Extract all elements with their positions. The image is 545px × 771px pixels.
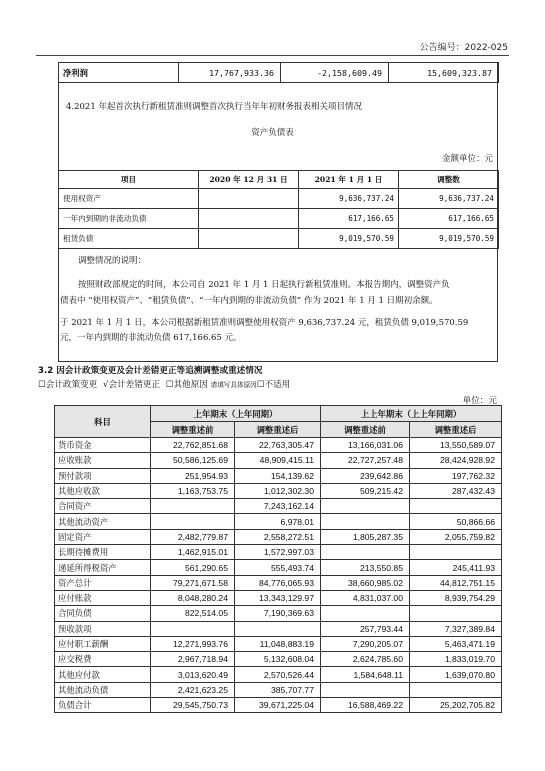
row-value: 25,202,705.82 [410, 698, 502, 713]
row-value: 9,019,570.59 [399, 229, 499, 249]
section32-title: 3.2 因会计政策变更及会计差错更正等追溯调整或重述情况 [38, 366, 263, 376]
row-subject: 合同负债 [55, 606, 151, 621]
unit-label: 单位：元 [462, 396, 497, 406]
row-item: 使用权资产 [59, 189, 199, 209]
row-value [151, 621, 235, 636]
row-subject: 合同资产 [55, 499, 151, 514]
row-value [410, 499, 502, 514]
row-value: 50,866.66 [410, 514, 502, 529]
row-value: 2,055,759.82 [410, 529, 502, 544]
row-value: 2,624,785.60 [321, 652, 410, 667]
table-row [55, 468, 502, 483]
row-value: 13,166,031.06 [321, 438, 410, 453]
row-subject: 应付账款 [55, 590, 151, 605]
row-value: 6,978.01 [235, 514, 321, 529]
option-policy-change[interactable]: ☐会计政策变更 [38, 380, 98, 390]
row-value: 12,271,993.76 [151, 636, 235, 651]
col-2020: 2020 年 12 月 31 日 [199, 171, 299, 189]
row-value: 1,572,997.03 [235, 545, 321, 560]
table-row [55, 698, 502, 713]
row-value: 555,493.74 [235, 560, 321, 575]
row-value: 385,707.77 [235, 682, 321, 697]
reason-options [38, 378, 290, 390]
row-value: 2,421,623.25 [151, 682, 235, 697]
row-item: 租赁负债 [59, 229, 199, 249]
row-value: 257,793.44 [321, 621, 410, 636]
section4-title: 4.2021 年起首次执行新租赁准则调整首次执行当年年初财务报表相关项目情况 [66, 102, 362, 112]
row-value: 7,290,205.07 [321, 636, 410, 651]
col-after: 调整重述后 [235, 422, 321, 438]
table-row [59, 229, 499, 249]
row-value: 2,967,718.94 [151, 652, 235, 667]
row-value: 13,343,129.97 [235, 590, 321, 605]
row-value: 617,166.65 [299, 209, 399, 229]
col-adjust: 调整数 [399, 171, 499, 189]
row-subject: 长期待摊费用 [55, 545, 151, 560]
col-item: 项目 [59, 171, 199, 189]
table-row [55, 621, 502, 636]
table-row [55, 514, 502, 529]
row-subject: 其他应收款 [55, 483, 151, 498]
row-value: 1,639,070.80 [410, 667, 502, 682]
row-value: 561,290.65 [151, 560, 235, 575]
row-subject: 递延所得税资产 [55, 560, 151, 575]
row-value: 84,776,065.93 [235, 575, 321, 590]
table-header-row [55, 406, 502, 422]
table-row [55, 545, 502, 560]
table-row [55, 682, 502, 697]
row-subject: 负债合计 [55, 698, 151, 713]
row-value: 1,833,019.70 [410, 652, 502, 667]
row-subject: 预收款项 [55, 621, 151, 636]
row-value: 39,671,225.04 [235, 698, 321, 713]
table-row [55, 667, 502, 682]
row-value [151, 499, 235, 514]
table-row [59, 189, 499, 209]
restatement-table [54, 405, 502, 713]
table-row [55, 575, 502, 590]
row-value: 16,588,469.22 [321, 698, 410, 713]
row-item: 一年内到期的非流动负债 [59, 209, 199, 229]
row-value: 22,762,851.68 [151, 438, 235, 453]
row-value: 245,411.93 [410, 560, 502, 575]
row-value [321, 606, 410, 621]
row-value: 3,013,620.49 [151, 667, 235, 682]
row-value: 2,558,272.51 [235, 529, 321, 544]
row-value: 29,545,750.73 [151, 698, 235, 713]
row-value [199, 209, 299, 229]
para1-line1: 按照财政部规定的时间，本公司自 2021 年 1 月 1 日起执行新租赁准则。本报告期内，调整资产负 [78, 280, 450, 290]
table-row [55, 606, 502, 621]
row-value [199, 229, 299, 249]
table-row [55, 499, 502, 514]
row-value: 197,762.32 [410, 468, 502, 483]
col-before: 调整重述前 [151, 422, 235, 438]
lease-adjust-table [58, 170, 499, 249]
table-row [55, 453, 502, 468]
row-value: 1,462,915.01 [151, 545, 235, 560]
table-row [55, 590, 502, 605]
table-row [55, 483, 502, 498]
row-value: 1,584,648.11 [321, 667, 410, 682]
row-value: 79,271,671.58 [151, 575, 235, 590]
row-value: 22,763,305.47 [235, 438, 321, 453]
row-value: 8,048,280.24 [151, 590, 235, 605]
row-value: 509,215.42 [321, 483, 410, 498]
table-row [55, 636, 502, 651]
para2-line1: 于 2021 年 1 月 1 日，本公司根据新租赁准则调整使用权资产 9,636,737.24 元，租赁负债 9,019,570.59 [60, 318, 469, 328]
header-rule [36, 55, 509, 56]
row-value: 1,163,753.75 [151, 483, 235, 498]
option-not-applicable[interactable]: ☐不适用 [256, 380, 291, 390]
table-header-row [59, 171, 499, 189]
net-profit-label: 净利润 [59, 63, 179, 83]
row-value: 2,482,779.87 [151, 529, 235, 544]
row-value: 13,550,589.07 [410, 438, 502, 453]
net-profit-value-1: 17,767,933.36 [179, 63, 281, 83]
row-value [321, 545, 410, 560]
row-subject: 其他流动负债 [55, 682, 151, 697]
row-value: 213,550.85 [321, 560, 410, 575]
col-prev-prev-year: 上上年期末（上上年同期） [321, 406, 502, 422]
para2-line2: 元，一年内到期的非流动负债 617,166.65 元。 [60, 333, 242, 343]
row-value: 9,019,570.59 [299, 229, 399, 249]
table-row [59, 63, 499, 83]
adjust-note-label: 调整情况的说明： [78, 256, 147, 266]
row-value [199, 189, 299, 209]
row-value [410, 682, 502, 697]
row-value: 28,424,928.92 [410, 453, 502, 468]
row-value [235, 621, 321, 636]
option-other-note: 请填写具体原因 [210, 381, 257, 389]
row-value: 8,939,754.29 [410, 590, 502, 605]
row-value [151, 514, 235, 529]
row-subject: 应交税费 [55, 652, 151, 667]
row-subject: 货币资金 [55, 438, 151, 453]
row-value [321, 514, 410, 529]
row-value [321, 682, 410, 697]
row-subject: 预付款项 [55, 468, 151, 483]
row-subject: 应付职工薪酬 [55, 636, 151, 651]
row-value: 239,642.86 [321, 468, 410, 483]
table-row [55, 529, 502, 544]
row-value: 5,132,608.04 [235, 652, 321, 667]
row-value: 48,909,415.11 [235, 453, 321, 468]
row-value: 22,727,257.48 [321, 453, 410, 468]
row-subject: 资产总计 [55, 575, 151, 590]
row-value: 44,812,751.15 [410, 575, 502, 590]
row-value: 1,012,302.30 [235, 483, 321, 498]
row-value: 287,432.43 [410, 483, 502, 498]
row-value: 38,660,985.02 [321, 575, 410, 590]
option-error-correction[interactable]: √会计差错更正 [103, 380, 161, 390]
row-value [410, 606, 502, 621]
row-value [321, 499, 410, 514]
table-row [59, 209, 499, 229]
row-value: 822,514.05 [151, 606, 235, 621]
row-value: 7,243,162.14 [235, 499, 321, 514]
net-profit-value-3: 15,609,323.87 [389, 63, 499, 83]
option-other[interactable]: ☐其他原因 [165, 380, 208, 390]
net-profit-table [58, 62, 499, 83]
row-value: 7,327,389.84 [410, 621, 502, 636]
net-profit-value-2: -2,158,609.49 [281, 63, 389, 83]
row-value: 2,570,526.44 [235, 667, 321, 682]
row-subject: 应收账款 [55, 453, 151, 468]
row-subject: 其他流动资产 [55, 514, 151, 529]
row-value: 7,190,369.63 [235, 606, 321, 621]
row-value: 9,636,737.24 [299, 189, 399, 209]
row-value: 617,166.65 [399, 209, 499, 229]
table-row [55, 438, 502, 453]
announcement-number: 公告编号：2022-025 [419, 43, 508, 53]
row-value: 154,139.62 [235, 468, 321, 483]
row-value: 11,048,883.19 [235, 636, 321, 651]
para1-line2: 债表中 “使用权资产”、“租赁负债”、“一年内到期的非流动负债” 作为 2021 年 1 月 1 日期初余额。 [60, 296, 438, 306]
row-value: 251,954.93 [151, 468, 235, 483]
row-value: 50,586,125.69 [151, 453, 235, 468]
balance-sheet-title: 资产负债表 [251, 128, 294, 138]
col-subject: 科目 [55, 406, 151, 438]
table-row [55, 652, 502, 667]
col-2021: 2021 年 1 月 1 日 [299, 171, 399, 189]
row-value: 1,805,287.35 [321, 529, 410, 544]
row-value [410, 545, 502, 560]
col-before: 调整重述前 [321, 422, 410, 438]
row-subject: 其他应付款 [55, 667, 151, 682]
col-prev-year: 上年期末（上年同期） [151, 406, 321, 422]
row-value: 4,831,037.00 [321, 590, 410, 605]
table-row [55, 560, 502, 575]
row-value: 9,636,737.24 [399, 189, 499, 209]
col-after: 调整重述后 [410, 422, 502, 438]
row-subject: 固定资产 [55, 529, 151, 544]
row-value: 5,463,471.19 [410, 636, 502, 651]
amount-unit: 金额单位：元 [441, 154, 493, 164]
